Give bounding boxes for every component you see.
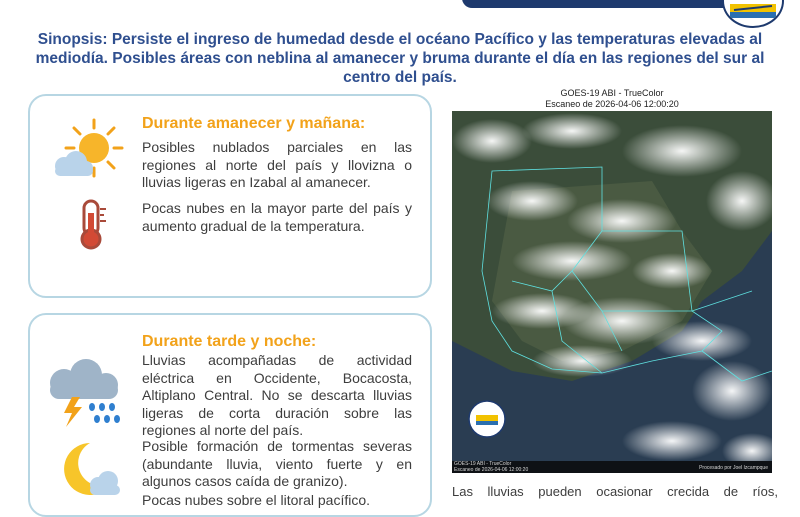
evening-paragraph-1: Lluvias acompañadas de actividad eléctrica en Occidente, Bocacosta, Altiplano Central. No se descarta lluvias ligeras de corta duración sobre las regiones al norte del país. <box>142 352 412 438</box>
satellite-caption-line-2: Escaneo de 2026-04-06 12:00:20 <box>545 99 679 109</box>
storm-cloud-icon <box>38 357 130 429</box>
institution-logo <box>722 0 784 28</box>
bottom-note: Las lluvias pueden ocasionar crecida de ríos, <box>452 484 778 499</box>
satellite-image <box>452 111 772 473</box>
strip-line-2: Escaneo de 2026-04-06 12:00:20 <box>454 467 529 473</box>
synopsis-text: Sinopsis: Persiste el ingreso de humedad desde el océano Pacífico y las temperaturas elevadas al mediodía. Posibles áreas con neblina al amanecer y bruma durante el día en las regiones del sur al centro del país. <box>35 31 765 86</box>
morning-paragraph-2: Pocas nubes en la mayor parte del país y aumento gradual de la temperatura. <box>142 200 412 234</box>
evening-paragraph-3: Pocas nubes sobre el litoral pacífico. <box>142 492 371 508</box>
strip-processed-by: Procesado por Joel Izcampque <box>699 465 768 471</box>
morning-paragraph-1: Posibles nublados parciales en las regiones al norte del país y llovizna o lluvias ligeras en Izabal al amanecer. <box>142 139 412 190</box>
strip-line-1: GOES-19 ABI - TrueColor <box>454 461 512 467</box>
thermometer-icon <box>70 199 114 251</box>
header-banner <box>462 0 762 8</box>
sun-cloud-icon <box>50 118 130 184</box>
satellite-info-strip <box>452 461 772 473</box>
morning-card <box>28 94 432 298</box>
morning-title: Durante amanecer y mañana: <box>142 115 366 132</box>
evening-title: Durante tarde y noche: <box>142 333 317 350</box>
evening-paragraph-2: Posible formación de tormentas severas (abundante lluvia, viento fuerte y en algunos casos caída de granizo). <box>142 438 412 489</box>
evening-card <box>28 313 432 517</box>
moon-cloud-icon <box>50 437 122 499</box>
satellite-caption-line-1: GOES-19 ABI - TrueColor <box>560 88 664 98</box>
